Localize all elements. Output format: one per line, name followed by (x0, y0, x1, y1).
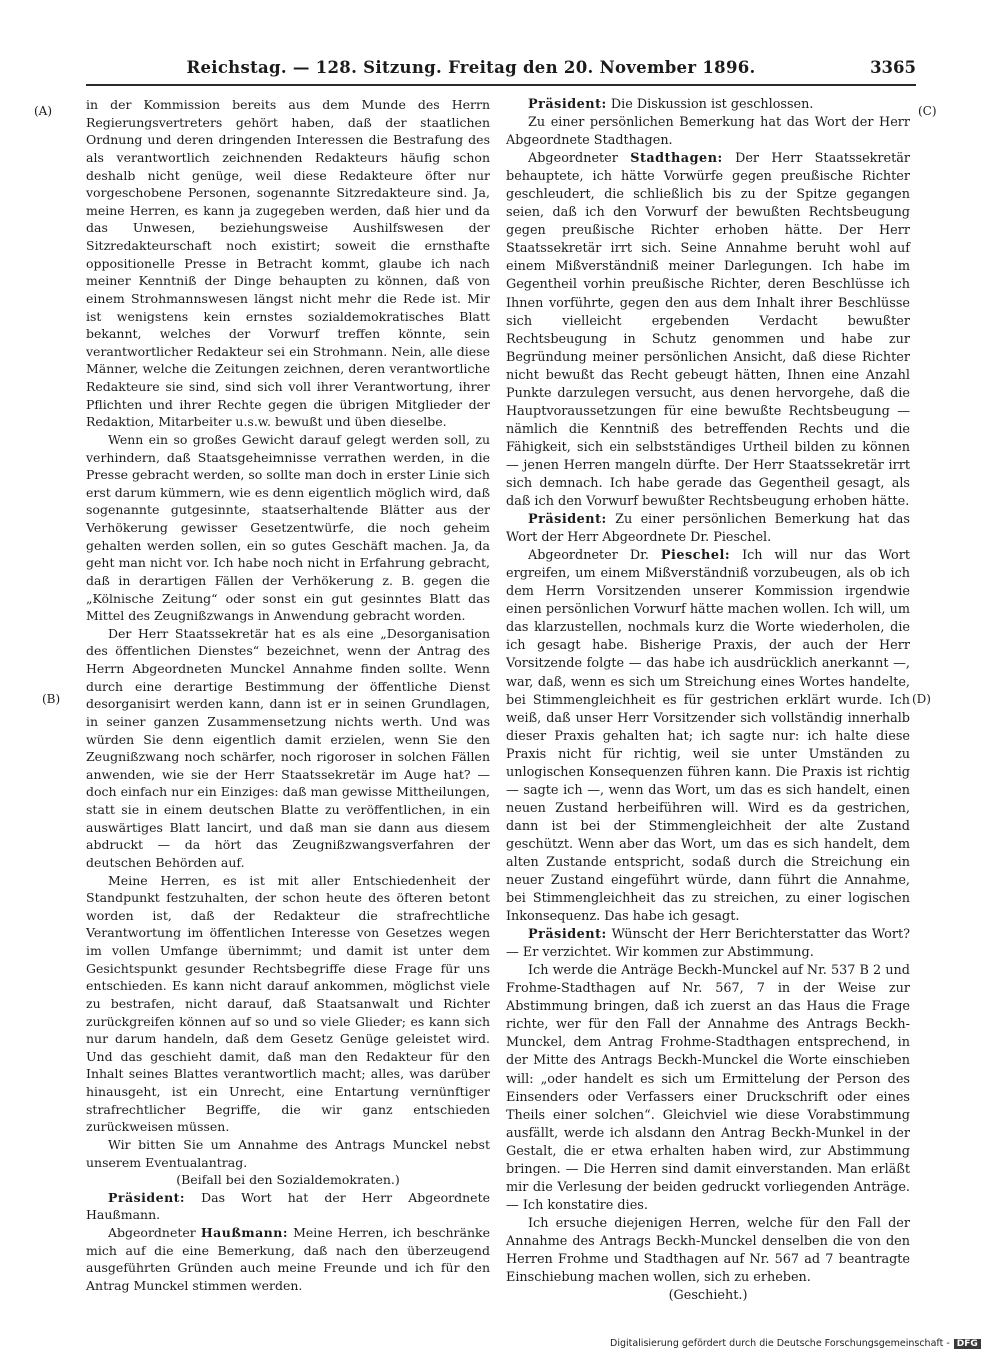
paragraph (86, 1189, 490, 1224)
paragraph-text: Meine Herren, es ist mit aller Entschiedenheit der Standpunkt festzuhalten, der schon heute des öfteren betont worden ist, daß der Redakteur die strafrechtliche Verantwortung im öffentlichen Interesse von Gesetzes wegen im vollen Umfange übernimmt; und damit ist unter dem Gesichtspunkt gesunder Rechtsbegriffe diese Frage für uns entschieden. Es kann nicht darauf ankommen, möglichst viele zu bestrafen, nicht darauf, daß Staatsanwalt und Richter zurückgreifen können auf so und so viele Glieder; es kann sich nur darum handeln, daß dem Gesetz Genüge geleistet wird. Und das geschieht damit, daß man den Redakteur für den Inhalt seines Blattes verantwortlich macht; alles, was darüber hinausgeht, ist ein Unrecht, eine Entartung vernünftiger strafrechtlicher Begriffe, die wir ganz entschieden zurückweisen müssen. (86, 872, 490, 1135)
paragraph-text: Wünscht der Herr Berichterstatter das Wort? — Er verzichtet. Wir kommen zur Abstimmung. (506, 927, 910, 961)
paragraph (86, 96, 490, 431)
paragraph (506, 547, 910, 926)
paragraph-text: Ich ersuche diejenigen Herren, welche für den Fall der Annahme des Antrags Beckh-Munckel denselben die von den Herren Frohme und Stadthagen auf Nr. 567 ad 7 beantragte Einschiebung machen wollen, sich zu erheben. (506, 1215, 910, 1286)
right-column (506, 96, 910, 1305)
footer-text: Digitalisierung gefördert durch die Deutsche Forschungsgemeinschaft - (610, 1338, 950, 1349)
page-number: 3365 (870, 58, 916, 77)
paragraph (506, 926, 910, 962)
paragraph-text: Wir bitten Sie um Annahme des Antrags Munckel nebst unserem Eventualantrag. (86, 1136, 490, 1170)
paragraph-text: Zu einer persönlichen Bemerkung hat das Wort der Herr Abgeordnete Dr. Pieschel. (506, 512, 910, 546)
paragraph (506, 962, 910, 1215)
speaker-prefix: Abgeordneter Dr. (528, 548, 649, 564)
margin-marker-c: (C) (918, 104, 937, 118)
paragraph (506, 114, 910, 150)
speaker-name: Pieschel: (660, 548, 731, 564)
speaker-name: Präsident: (528, 512, 607, 528)
dfg-logo: DFG (954, 1339, 981, 1349)
left-column (86, 96, 490, 1295)
speaker-name: Stadthagen: (630, 151, 723, 167)
paragraph (506, 96, 910, 114)
paragraph (86, 1136, 490, 1171)
paragraph-text: Ich will nur das Wort ergreifen, um einem Mißverständniß vorzubeugen, als ob ich dem Herrn Vorsitzenden unserer Kommission irgendwie einen persönlichen Vorwurf hätte machen wollen. Ich will, um das klarzustellen, nochmals kurz die Worte wiederholen, die ich gesagt habe. Bisherige Praxis, der auch der Herr Vorsitzende folgte — das habe ich ausdrücklich anerkannt —, war, daß, wenn es sich um Streichung eines Wortes handelte, bei Stimmengleichheit es für gestrichen erklärt wurde. Ich weiß, daß unser Herr Vorsitzender sich vollständig innerhalb dieser Praxis gehalten hat; ich sagte nur: ich halte diese Praxis nicht für richtig, weil sie unter Umständen zu unlogischen Konsequenzen führen kann. Die Praxis ist richtig — sagte ich —, wenn das Wort, um das es sich handelt, einen neuen Zustand herbeiführen will. Wird es da gestrichen, dann ist bei der Stimmengleichheit der alte Zustand geschützt. Wenn aber das Wort, um das es sich handelt, dem alten Zustande entspricht, sodaß durch die Streichung ein neuer Zustand eingeführt würde, dann führt die Annahme, bei Stimmengleichheit das zu streichen, zu einer logischen Inkonsequenz. Das habe ich gesagt. (506, 548, 910, 925)
paragraph (506, 1215, 910, 1287)
paragraph-text: Zu einer persönlichen Bemerkung hat das Wort der Herr Abgeordnete Stadthagen. (506, 115, 910, 149)
paragraph (506, 511, 910, 547)
paragraph (506, 150, 910, 511)
paragraph-text: in der Kommission bereits aus dem Munde des Herrn Regierungsvertreters gehört haben, daß der staatlichen Ordnung und deren dringenden Interessen die Bestrafung des als verantwortlich zeichnenden Redakteurs häufig schon deshalb nicht genüge, weil diese Redakteure öfter nur vorgeschobene Personen, sogenannte Sitzredakteure sind. Ja, meine Herren, es kann ja zugegeben werden, daß hier und da das Unwesen, beziehungsweise Aushilfswesen der Sitzredakteurschaft noch existirt; soweit die ernsthafte oppositionelle Presse in Betracht kommt, glaube ich nach meiner Kenntniß der Dinge behaupten zu können, daß von einem Strohmannswesen längst nicht mehr die Rede ist. Mir ist wenigstens kein ernstes sozialdemokratisches Blatt bekannt, welches der Vorwurf treffen könnte, sein verantwortlicher Redakteur sei ein Strohmann. Nein, alle diese Männer, welche die Zeitungen zeichnen, deren verantwortliche Redakteure sie sind, sind sich voll ihrer Verantwortung, ihrer Pflichten und ihrer Rechte gegen die übrigen Mitglieder der Redaktion, Mitarbeiter u.s.w. bewußt und üben dieselbe. (86, 97, 490, 430)
paragraph-text: Der Herr Staatssekretär hat es als eine „Desorganisation des öffentlichen Dienstes“ bezeichnet, wenn der Antrag des Herrn Abgeordneten Munckel Annahme finden sollte. Wenn durch eine derartige Bestimmung der öffentliche Dienst desorganisirt werden kann, dann ist er in seinen Grundlagen, in seiner ganzen Zusammensetzung nichts werth. Und was würden Sie denn eigentlich damit erzielen, wenn Sie den Zeugnißzwang noch schärfer, noch rigoroser in solchen Fällen anwenden, wie sie der Herr Staatssekretär im Auge hat? — doch einfach nur ein Einziges: daß man gewisse Mittheilungen, statt sie in einem deutschen Blatte zu veröffentlichen, in ein auswärtiges Blatt lancirt, und daß man sie dann aus diesem abdruckt — da hört das Zeugnißzwangsverfahren der deutschen Behörden auf. (86, 625, 490, 870)
paragraph (86, 431, 490, 625)
paragraph (86, 1224, 490, 1295)
footer-credit (610, 1338, 981, 1349)
paragraph-text: Das Wort hat der Herr Abgeordnete Haußmann. (86, 1189, 490, 1223)
paragraph-text: Ich werde die Anträge Beckh-Munckel auf Nr. 537 B 2 und Frohme-Stadthagen auf Nr. 567, 7 in der Weise zur Abstimmung bringen, daß ich zuerst an das Haus die Frage richte, wer für den Fall der Annahme des Antrags Beckh-Munckel, dem Antrag Frohme-Stadthagen entsprechend, in der Mitte des Antrags Beckh-Munckel die Worte einschieben will: „oder handelt es sich um Ermittelung der Person des Einsenders oder Verfassers einer Druckschrift oder eines Theils einer solchen“. Gleichviel wie diese Vorabstimmung ausfällt, werde ich alsdann den Antrag Beckh-Munkel in der Gestalt, die er etwa erhalten haben wird, zur Abstimmung bringen. — Die Herren sind damit einverstanden. Man erläßt mir die Verlesung der beiden gedruckt vorliegenden Anträge. — Ich konstatire dies. (506, 963, 910, 1213)
paragraph-text: Meine Herren, ich beschränke mich auf die eine Bemerkung, daß nach den überzeugend ausgeführten Gründen auch meine Freunde und ich für den Antrag Munckel stimmen werden. (86, 1225, 490, 1293)
speaker-prefix: Abgeordneter (108, 1225, 196, 1240)
paragraph (86, 1171, 490, 1189)
paragraph-text: Wenn ein so großes Gewicht darauf gelegt werden soll, zu verhindern, daß Staatsgeheimnisse verrathen werden, in die Presse gebracht werden, so sollte man doch in erster Linie sich erst darum kümmern, wie es denn eigentlich möglich wird, daß sogenannte gutgesinnte, staatserhaltende Blätter aus der Verhökerung gewisser Gesetzentwürfe, die noch geheim gehalten werden sollen, ein so gutes Geschäft machen. Ja, da geht man nicht vor. Ich habe noch nicht in Erfahrung gebracht, daß in derartigen Fällen der Verhökerung z. B. gegen die „Kölnische Zeitung“ oder sonst ein gut gesinntes Blatt das Mittel des Zeugnißzwangs in Anwendung gebracht worden. (86, 431, 490, 624)
speaker-prefix: Abgeordneter (528, 151, 618, 167)
speaker-name: Präsident: (528, 927, 607, 943)
margin-marker-d: (D) (912, 692, 931, 706)
paragraph (506, 1287, 910, 1305)
paragraph (86, 625, 490, 872)
paragraph (86, 872, 490, 1136)
paragraph-text: Die Diskussion ist geschlossen. (610, 97, 814, 112)
running-title: Reichstag. — 128. Sitzung. Freitag den 20. November 1896. (186, 58, 756, 77)
running-header (86, 58, 916, 84)
header-rule (86, 84, 916, 86)
speaker-name: Haußmann: (200, 1225, 288, 1240)
paragraph-text: Der Herr Staatssekretär behauptete, ich hätte Vorwürfe gegen preußische Richter geschleudert, die schließlich bis zu der Spitze gegangen seien, daß ich den Vorwurf der bewußten Rechtsbeugung gegen preußische Richter erhoben hätte. Der Herr Staatssekretär irrt sich. Seine Annahme beruht wohl auf einem Mißverständniß meiner Darlegungen. Ich habe im Gegentheil vorhin preußische Richter, deren Beschlüsse ich Ihnen vorführte, gegen den aus dem Inhalt ihrer Beschlüsse sich vielleicht ergebenden Verdacht bewußter Rechtsbeugung in Schutz genommen und habe zur Begründung meiner persönlichen Ansicht, daß diese Richter nicht bewußt das Recht gebeugt hätten, Ihnen eine Anzahl Punkte darzulegen versucht, aus denen hervorgehe, daß die Hauptvoraussetzungen für eine bewußte Rechtsbeugung — nämlich die Kenntniß des betreffenden Rechts und die Fähigkeit, sich ein selbstständiges Urtheil bilden zu können — jenen Herren mangeln dürfte. Der Herr Staatssekretär irrt sich demnach. Ich habe gerade das Gegentheil gesagt, als daß ich den Vorwurf bewußter Rechtsbeugung erhoben hätte. (506, 151, 911, 510)
paragraph-text: (Geschieht.) (668, 1288, 748, 1304)
speaker-name: Präsident: (108, 1189, 186, 1205)
paragraph-text: (Beifall bei den Sozialdemokraten.) (176, 1172, 400, 1188)
margin-marker-a: (A) (34, 104, 53, 118)
speaker-name: Präsident: (528, 97, 607, 112)
margin-marker-b: (B) (42, 692, 61, 706)
